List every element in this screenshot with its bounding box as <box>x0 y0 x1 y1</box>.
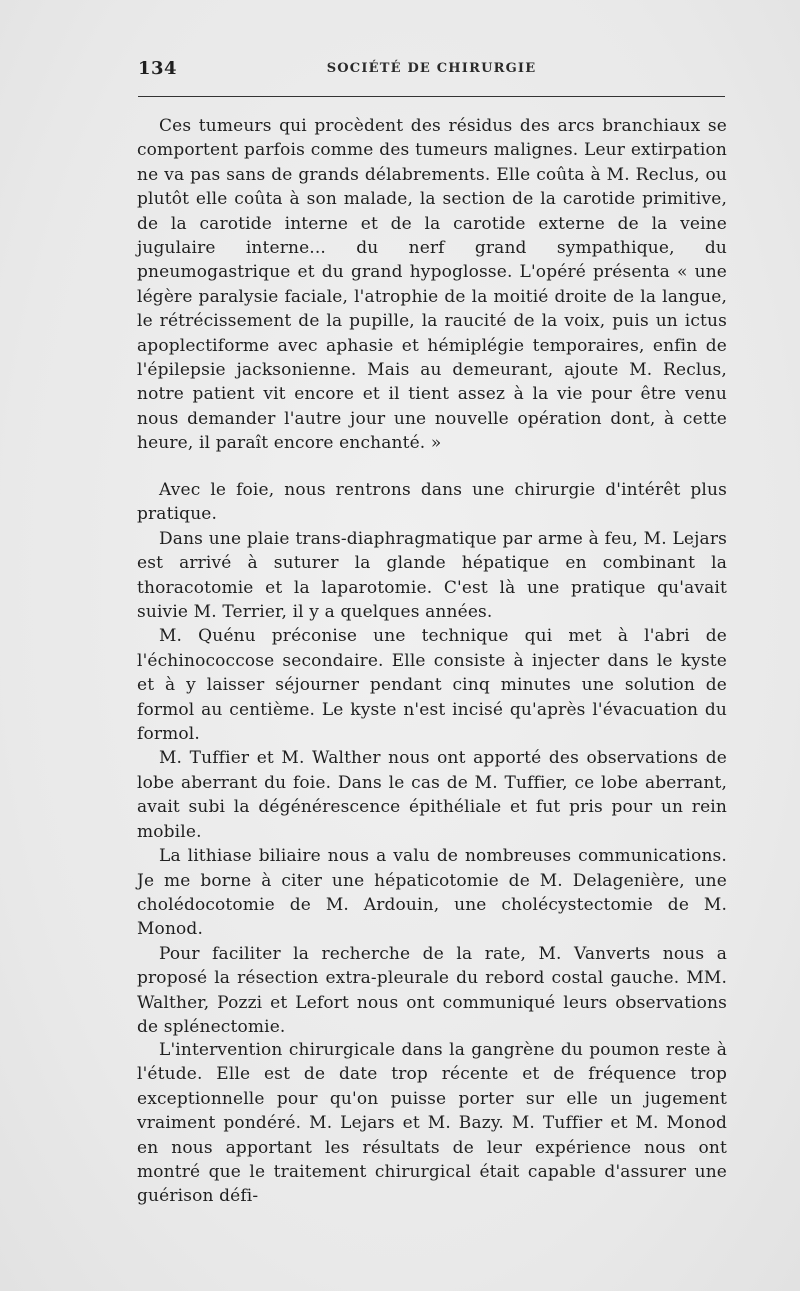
paragraph: Avec le foie, nous rentrons dans une chirurgie d'intérêt plus pratique. <box>137 480 727 525</box>
page-number: 134 <box>138 58 178 79</box>
paragraph: Ces tumeurs qui procèdent des résidus des arcs branchiaux se comportent parfois comme des tumeurs malignes. Leur extirpation ne va pas sans de grands délabrements. Elle coûta à M. Reclus, ou plutôt elle coûta à son malade, la section de la carotide primitive, de la carotide interne et de la carotide externe de la veine jugulaire interne... du nerf grand sympathique, du pneumogastrique et du grand hypoglosse. L'opéré présenta « une légère paralysie faciale, l'atrophie de la moitié droite de la langue, le rétrécissement de la pupille, la raucité de la voix, puis un ictus apoplectiforme avec aphasie et hémiplégie temporaires, enfin de l'épilepsie jacksonienne. Mais au demeurant, ajoute M. Reclus, notre patient vit encore et il tient assez à la vie pour être venu nous demander l'autre jour une nouvelle opération dont, à cette heure, il paraît encore enchanté. » <box>137 116 727 454</box>
paragraph: Dans une plaie trans-diaphragmatique par arme à feu, M. Lejars est arrivé à suturer la glande hépatique en combinant la thoracotomie et la laparotomie. C'est là une pratique qu'avait suivie M. Terrier, il y a quelques années. <box>137 528 727 623</box>
paragraph: L'intervention chirurgicale dans la gangrène du poumon reste à l'étude. Elle est de date trop récente et de fréquence trop exceptionnelle pour qu'on puisse porter sur elle un jugement vraiment pondéré. M. Lejars et M. Bazy. M. Tuffier et M. Monod en nous apportant les résultats de leur expérience nous ont montré que le traitement chirurgical était capable d'assurer une guérison défi- <box>137 1040 727 1207</box>
paragraph: M. Tuffier et M. Walther nous ont apporté des observations de lobe aberrant du foie. Dans le cas de M. Tuffier, ce lobe aberrant, avait subi la dégénérescence épithéliale et fut pris pour un rein mobile. <box>137 748 727 842</box>
paragraph: M. Quénu préconise une technique qui met à l'abri de l'échinococcose secondaire. Elle consiste à injecter dans le kyste et à y laisser séjourner pendant cinq minutes une solution de formol au centième. Le kyste n'est incisé qu'après l'évacuation du formol. <box>137 626 727 745</box>
section-branchial-tumors <box>137 114 727 456</box>
paragraph: La lithiase biliaire nous a valu de nombreuses communications. Je me borne à citer une hépaticotomie de M. Delagenière, une cholédocotomie de M. Ardouin, une cholécystectomie de M. Monod. <box>137 846 727 940</box>
page-header <box>138 58 725 86</box>
section-lung-gangrene <box>137 1038 727 1209</box>
section-liver-surgery <box>137 478 727 1039</box>
header-rule <box>138 96 725 97</box>
paragraph: Pour faciliter la recherche de la rate, M. Vanverts nous a proposé la résection extra-pleurale du rebord costal gauche. MM. Walther, Pozzi et Lefort nous ont communiqué leurs observations de splénectomie. <box>137 943 727 1037</box>
running-title: SOCIÉTÉ DE CHIRURGIE <box>326 61 537 76</box>
